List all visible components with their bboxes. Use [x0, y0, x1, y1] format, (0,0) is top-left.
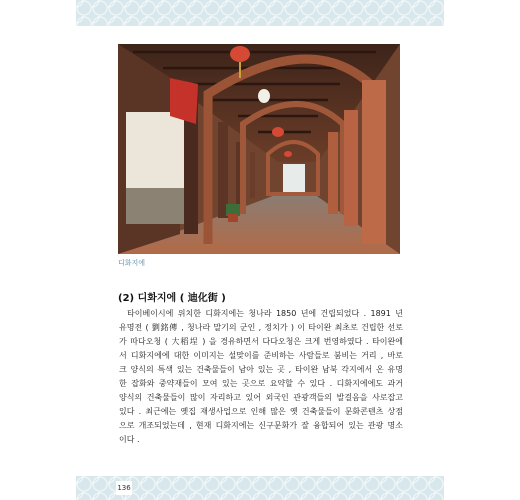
- body-line: 가 따다오청 ( 大稻埕 ) 을 경유하면서 다다오청은 크게 번영하였다 . 타이완에: [119, 337, 403, 346]
- page-number: 136: [116, 481, 132, 495]
- body-line: 타이베이시에 위치한 디화지에는 청나라 1850 년에 건립되었다 . 1891 년: [127, 309, 403, 318]
- body-line: 한 잡화와 중약재들이 모여 있는 곳으로 요약할 수 있다 . 디화지에에도 과거: [119, 379, 403, 388]
- top-decorative-band: [76, 0, 444, 26]
- dihua-street-arcade-photo: [118, 44, 400, 254]
- body-line: 크 양식의 특색 있는 건축물들이 남아 있는 곳 , 타이완 남북 각지에서 온 유명: [119, 365, 403, 374]
- body-line: 서 디화지에에 대한 이미지는 설맞이를 준비하는 사람들로 붐비는 거리 , 바로: [119, 351, 403, 360]
- body-line: 있다 . 최근에는 옛집 재생사업으로 인해 많은 옛 건축물들이 문화콘텐츠 상점: [119, 407, 403, 416]
- body-line: 이다 .: [119, 435, 140, 444]
- body-line: 으로 개조되었는데 , 현재 디화지에는 신구문화가 잘 융합되어 있는 관광 명소: [119, 421, 403, 430]
- section-heading: (2) 디화지에 ( 迪化街 ): [118, 293, 226, 304]
- body-line: 양식의 건축물들이 많이 자리하고 있어 외국인 관광객들의 발걸음을 사로잡고: [119, 393, 403, 402]
- body-line: 유명전 ( 劉銘傳 , 청나라 말기의 군인 , 정치가 ) 이 타이완 최초로 건립한 선로: [119, 323, 403, 332]
- photo-caption: 디화지에: [118, 259, 146, 267]
- arcade-illustration: [118, 44, 400, 254]
- section-body: [119, 307, 403, 447]
